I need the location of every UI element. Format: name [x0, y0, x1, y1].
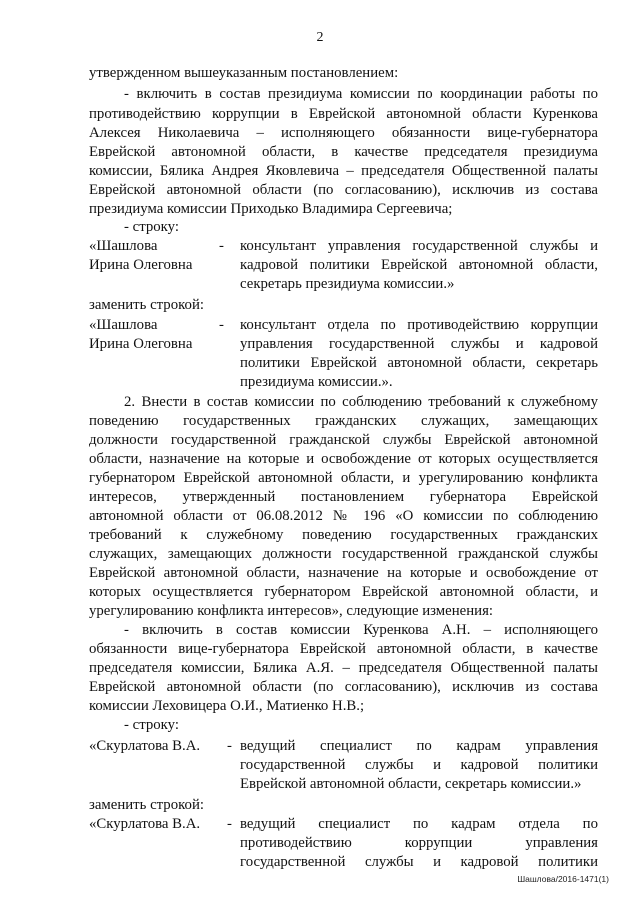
entry-name: Ирина Олеговна	[89, 257, 193, 273]
entry-definition: консультант управления государственной службы и	[240, 238, 598, 254]
entry-name: «Шашлова	[89, 317, 158, 333]
entry-dash: -	[219, 317, 224, 333]
text-line: заменить строкой:	[89, 797, 204, 813]
entry-definition: управления государственной службы и кадровой	[240, 336, 598, 352]
text-line: - строку:	[124, 717, 179, 733]
entry-definition: политики Еврейской автономной области, секретарь	[240, 355, 598, 371]
text-line: - включить в состав комиссии Куренкова А.Н. – исполняющего	[124, 622, 598, 638]
entry-definition: государственной службы и кадровой политики	[240, 854, 598, 870]
entry-definition: секретарь президиума комиссии.»	[240, 276, 455, 292]
text-line: области, назначение на которые и освобождение от которых осуществляется	[89, 451, 598, 467]
text-line: 2. Внести в состав комиссии по соблюдению требований к служебному	[124, 394, 598, 410]
entry-definition: государственной службы и кадровой политики	[240, 757, 598, 773]
text-line: Еврейской автономной области, назначение на которые и освобождение от	[89, 565, 598, 581]
entry-definition: президиума комиссии.».	[240, 374, 393, 390]
entry-definition: противодействию коррупции управления	[240, 835, 598, 851]
text-line: обязанности вице-губернатора Еврейской автономной области, в качестве	[89, 641, 598, 657]
page-number: 2	[316, 30, 324, 45]
text-line: интересов, утвержденный постановлением губернатора Еврейской	[89, 489, 598, 505]
text-line: урегулированию конфликта интересов», следующие изменения:	[89, 603, 493, 619]
text-line: должности государственной гражданской службы Еврейской автономной	[89, 432, 598, 448]
text-line: поведению государственных гражданских служащих, замещающих	[89, 413, 598, 429]
document-footer-code: Шашлова/2016-1471(1)	[517, 874, 609, 884]
text-line: Еврейской автономной области (по согласованию), исключив из состава	[89, 679, 598, 695]
entry-dash: -	[227, 738, 232, 754]
entry-definition: Еврейской автономной области, секретарь комиссии.»	[240, 776, 582, 792]
text-line: председателя комиссии, Бялика А.Я. – председателя Общественной палаты	[89, 660, 598, 676]
entry-definition: консультант отдела по противодействию коррупции	[240, 317, 598, 333]
text-line: комиссии, Бялика Андрея Яковлевича – председателя Общественной палаты	[89, 163, 598, 179]
text-line: губернатором Еврейской автономной области, и урегулированию конфликта	[89, 470, 598, 486]
entry-definition: кадровой политики Еврейской автономной области,	[240, 257, 598, 273]
text-line: утвержденном вышеуказанным постановлением:	[89, 65, 399, 81]
text-line: Алексея Николаевича – исполняющего обязанности вице-губернатора	[89, 125, 598, 141]
entry-name: «Скурлатова В.А.	[89, 816, 201, 832]
entry-definition: ведущий специалист по кадрам отдела по	[240, 816, 598, 832]
text-line: которых осуществляется губернатором Еврейской автономной области, и	[89, 584, 598, 600]
text-line: комиссии Леховицера О.И., Матиенко Н.В.;	[89, 698, 365, 714]
entry-dash: -	[227, 816, 232, 832]
entry-definition: ведущий специалист по кадрам управления	[240, 738, 598, 754]
text-line: - строку:	[124, 219, 179, 235]
text-line: Еврейской автономной области, в качестве председателя президиума	[89, 144, 598, 160]
text-line: заменить строкой:	[89, 297, 204, 313]
entry-dash: -	[219, 238, 224, 254]
entry-name: «Шашлова	[89, 238, 158, 254]
text-line: президиума комиссии Приходько Владимира Сергеевича;	[89, 201, 453, 217]
entry-name: «Скурлатова В.А.	[89, 738, 201, 754]
text-line: требований к служебному поведению государственных гражданских	[89, 527, 598, 543]
text-line: автономной области от 06.08.2012 № 196 «О комиссии по соблюдению	[89, 508, 598, 524]
text-line: - включить в состав президиума комиссии по координации работы по	[124, 86, 598, 102]
text-line: Еврейской автономной области (по согласованию), исключив из состава	[89, 182, 598, 198]
entry-name: Ирина Олеговна	[89, 336, 193, 352]
text-line: служащих, замещающих должности государственной гражданской службы	[89, 546, 598, 562]
text-line: противодействию коррупции в Еврейской автономной области Куренкова	[89, 106, 598, 122]
